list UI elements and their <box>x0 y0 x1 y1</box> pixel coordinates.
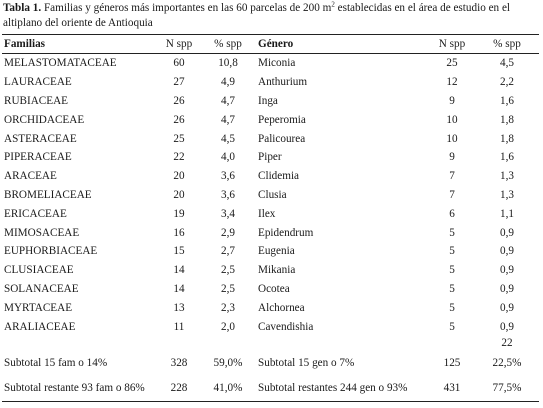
table-row <box>2 223 539 242</box>
table-row <box>2 129 539 148</box>
family-pct-spp: 10,8 <box>218 57 238 70</box>
family-name: CLUSIACEAE <box>4 264 74 277</box>
genus-n-spp: 10 <box>446 132 458 145</box>
genus-pct-spp: 1,6 <box>500 94 514 107</box>
caption-superscript: 2 <box>331 0 335 9</box>
family-n-spp: 27 <box>173 76 185 89</box>
genus-n-spp: 9 <box>449 151 455 164</box>
table-row <box>2 280 539 299</box>
family-n-spp: 13 <box>173 301 185 314</box>
genus-name: Palicourea <box>258 132 306 145</box>
subtotal-remaining-family-label: Subtotal restante 93 fam o 86% <box>2 376 156 402</box>
genus-n-spp: 5 <box>449 245 455 258</box>
subtotal-row <box>2 351 539 376</box>
subtotal-remaining-family-n: 228 <box>156 376 200 402</box>
family-pct-spp: 2,7 <box>221 245 235 258</box>
family-name: MELASTOMATACEAE <box>4 57 117 70</box>
genus-pct-spp: 1,1 <box>500 207 514 220</box>
lone-value-row <box>2 336 539 351</box>
genus-pct-spp: 1,6 <box>500 151 514 164</box>
subtotal-genus-label: Subtotal 15 gen o 7% <box>258 357 355 370</box>
genus-name: Alchornea <box>258 301 305 314</box>
subtotal-genus-pct: 22,5% <box>492 357 522 370</box>
family-n-spp: 11 <box>173 320 185 333</box>
genus-pct-spp: 0,9 <box>500 245 514 258</box>
table-header-row <box>2 35 539 54</box>
table-row <box>2 54 539 73</box>
family-name: SOLANACEAE <box>4 282 79 295</box>
family-pct-spp: 2,5 <box>221 282 235 295</box>
genus-name: Eugenia <box>258 245 295 258</box>
family-name: BROMELIACEAE <box>4 188 92 201</box>
genus-pct-spp: 0,9 <box>500 301 514 314</box>
family-pct-spp: 3,6 <box>221 188 235 201</box>
header-pct-spp-families: % spp <box>200 35 254 54</box>
family-pct-spp: 2,3 <box>221 301 235 314</box>
genus-n-spp: 5 <box>449 226 455 239</box>
header-genero: Género <box>254 35 429 54</box>
family-name: PIPERACEAE <box>4 151 72 164</box>
subtotal-remaining-row <box>2 376 539 402</box>
subtotal-family-label: Subtotal 15 fam o 14% <box>4 357 108 370</box>
subtotal-family-pct: 59,0% <box>213 357 243 370</box>
family-pct-spp: 4,7 <box>221 94 235 107</box>
genus-name: Ocotea <box>258 282 290 295</box>
table-row <box>2 317 539 336</box>
caption-text: Familias y géneros más importantes en las 60 parcelas de 200 m <box>41 2 332 14</box>
genus-n-spp: 6 <box>449 207 455 220</box>
family-n-spp: 14 <box>173 282 185 295</box>
family-pct-spp: 3,6 <box>221 170 235 183</box>
table-row <box>2 298 539 317</box>
genus-pct-spp: 0,9 <box>500 264 514 277</box>
table-row <box>2 261 539 280</box>
family-pct-spp: 4,5 <box>221 132 235 145</box>
genus-pct-spp: 1,3 <box>500 170 514 183</box>
family-n-spp: 15 <box>173 245 185 258</box>
genus-pct-spp: 2,2 <box>500 76 514 89</box>
family-n-spp: 26 <box>173 94 185 107</box>
family-name: MIMOSACEAE <box>4 226 80 239</box>
genus-name: Anthurium <box>258 76 308 89</box>
lone-value-cell: 22 <box>501 337 513 350</box>
table-row <box>2 242 539 261</box>
family-name: ERICACEAE <box>4 207 67 220</box>
family-n-spp: 20 <box>173 170 185 183</box>
family-pct-spp: 2,5 <box>221 264 235 277</box>
genus-n-spp: 7 <box>449 170 455 183</box>
table-row <box>2 110 539 129</box>
family-pct-spp: 3,4 <box>221 207 235 220</box>
family-pct-spp: 4,0 <box>221 151 235 164</box>
genus-name: Inga <box>258 94 278 107</box>
genus-n-spp: 25 <box>446 57 458 70</box>
genus-name: Piper <box>258 151 282 164</box>
family-n-spp: 60 <box>173 57 185 70</box>
genus-pct-spp: 1,8 <box>500 132 514 145</box>
table-row <box>2 167 539 186</box>
header-n-spp-genera: N spp <box>429 35 473 54</box>
genus-n-spp: 12 <box>446 76 458 89</box>
table-row <box>2 186 539 205</box>
header-n-spp-families: N spp <box>156 35 200 54</box>
table-caption <box>2 1 539 31</box>
family-n-spp: 20 <box>173 188 185 201</box>
family-name: ARACEAE <box>4 170 57 183</box>
genus-n-spp: 5 <box>449 320 455 333</box>
header-pct-spp-genera: % spp <box>473 35 539 54</box>
family-name: EUPHORBIACEAE <box>4 245 98 258</box>
family-name: MYRTACEAE <box>4 301 73 314</box>
family-n-spp: 26 <box>173 113 185 126</box>
table-row <box>2 92 539 111</box>
caption-label: Tabla 1. <box>3 2 42 14</box>
family-pct-spp: 2,0 <box>221 320 235 333</box>
family-pct-spp: 4,7 <box>221 113 235 126</box>
genus-n-spp: 7 <box>449 188 455 201</box>
subtotal-remaining-genus-n: 431 <box>429 376 473 402</box>
family-name: ASTERACEAE <box>4 132 77 145</box>
genus-name: Mikania <box>258 264 296 277</box>
genus-pct-spp: 0,9 <box>500 320 514 333</box>
family-pct-spp: 4,9 <box>221 76 235 89</box>
family-n-spp: 16 <box>173 226 185 239</box>
family-n-spp: 14 <box>173 264 185 277</box>
genus-name: Cavendishia <box>258 320 314 333</box>
genus-n-spp: 10 <box>446 113 458 126</box>
genus-n-spp: 5 <box>449 282 455 295</box>
table-row <box>2 204 539 223</box>
genus-pct-spp: 1,3 <box>500 188 514 201</box>
family-n-spp: 19 <box>173 207 185 220</box>
genus-pct-spp: 0,9 <box>500 226 514 239</box>
subtotal-family-n: 328 <box>170 357 188 370</box>
genus-name: Epidendrum <box>258 226 314 239</box>
genus-n-spp: 5 <box>449 264 455 277</box>
family-name: ORCHIDACEAE <box>4 113 85 126</box>
subtotal-remaining-genus-label: Subtotal restantes 244 gen o 93% <box>254 376 429 402</box>
genus-name: Miconia <box>258 57 296 70</box>
genus-name: Clidemia <box>258 170 300 183</box>
family-n-spp: 22 <box>173 151 185 164</box>
table-row <box>2 73 539 92</box>
genus-pct-spp: 4,5 <box>500 57 514 70</box>
family-n-spp: 25 <box>173 132 185 145</box>
subtotal-remaining-family-pct: 41,0% <box>200 376 254 402</box>
subtotal-genus-n: 125 <box>443 357 461 370</box>
header-familias: Familias <box>2 35 156 54</box>
genus-name: Ilex <box>258 207 276 220</box>
genus-pct-spp: 1,8 <box>500 113 514 126</box>
family-name: LAURACEAE <box>4 76 72 89</box>
genus-name: Clusia <box>258 188 287 201</box>
families-genera-table <box>2 34 539 402</box>
family-name: ARALIACEAE <box>4 320 76 333</box>
genus-pct-spp: 0,9 <box>500 282 514 295</box>
family-pct-spp: 2,9 <box>221 226 235 239</box>
caption-text-end: establecidas en el área de estudio en el altiplano del oriente de Antioquia <box>3 2 511 29</box>
genus-n-spp: 9 <box>449 94 455 107</box>
genus-n-spp: 5 <box>449 301 455 314</box>
genus-name: Peperomia <box>258 113 306 126</box>
family-name: RUBIACEAE <box>4 94 69 107</box>
table-row <box>2 148 539 167</box>
table-body <box>2 54 539 402</box>
subtotal-remaining-genus-pct: 77,5% <box>473 376 539 402</box>
